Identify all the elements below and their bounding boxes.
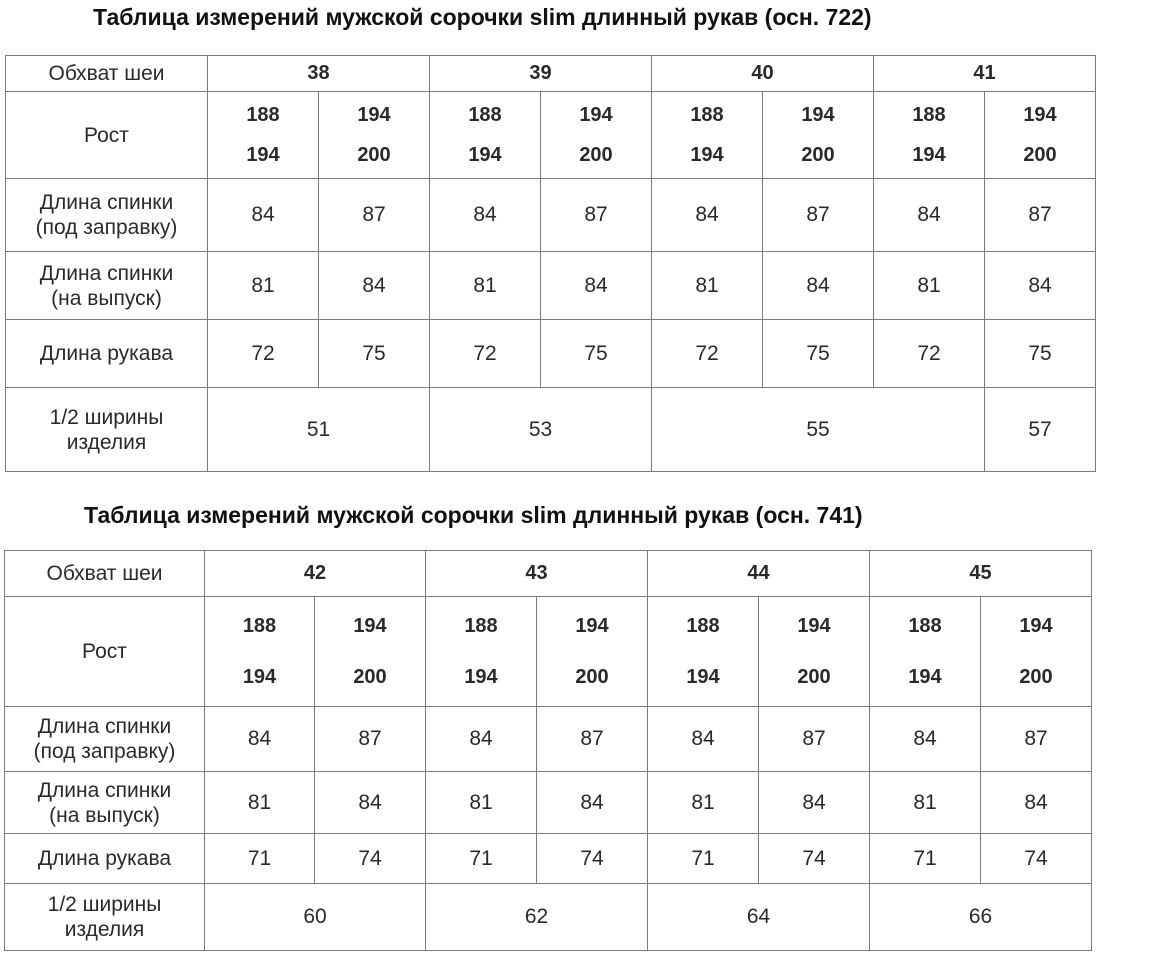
height-range [426,597,537,707]
sleeve-row [6,320,1096,388]
sleeve-label: Длина рукава [6,320,208,388]
back-tuck-value: 87 [981,707,1092,772]
sleeve-value: 72 [652,320,763,388]
back-tuck-value: 87 [763,179,874,252]
height-min: 188 [468,103,502,126]
back-tuck-value: 87 [541,179,652,252]
height-max: 194 [464,665,498,688]
half-width-value: 57 [985,388,1096,472]
sleeve-value: 75 [985,320,1096,388]
back-out-value: 84 [319,252,430,320]
half-width-value: 60 [205,884,426,951]
sleeve-value: 75 [541,320,652,388]
height-range [315,597,426,707]
sleeve-value: 71 [870,834,981,884]
height-max: 194 [912,143,946,166]
back-tuck-value: 87 [319,179,430,252]
height-min: 188 [912,103,946,126]
sleeve-value: 75 [319,320,430,388]
height-range [537,597,648,707]
back-out-value: 81 [426,772,537,834]
neck-size: 43 [426,551,648,597]
label-line: изделия [64,918,145,941]
height-min: 194 [1019,614,1053,637]
height-min: 188 [464,614,498,637]
height-min: 194 [353,614,387,637]
height-range [652,92,763,179]
back-tuck-value: 87 [537,707,648,772]
label-line: изделия [66,430,147,454]
back-out-value: 81 [430,252,541,320]
neck-row [6,56,1096,92]
half-width-value: 66 [870,884,1092,951]
size-table [5,55,1096,472]
height-row [5,597,1092,707]
height-range [648,597,759,707]
sleeve-value: 72 [430,320,541,388]
back-out-value: 84 [981,772,1092,834]
label-line: 1/2 ширины [49,405,164,429]
height-max: 194 [468,143,502,166]
height-min: 188 [690,103,724,126]
neck-size: 42 [205,551,426,597]
height-min: 194 [575,614,609,637]
height-max: 200 [1019,665,1053,688]
height-range [319,92,430,179]
label-line: (на выпуск) [49,803,160,827]
back-tuck-row [5,707,1092,772]
back-tuck-value: 84 [426,707,537,772]
neck-size: 45 [870,551,1092,597]
back-tuck-value: 84 [870,707,981,772]
height-min: 194 [1023,103,1057,126]
height-max: 200 [797,665,831,688]
neck-size: 39 [430,56,652,92]
back-out-row [6,252,1096,320]
half-width-value: 51 [208,388,430,472]
back-tuck-value: 87 [759,707,870,772]
back-tuck-label [5,707,205,772]
neck-label: Обхват шеи [5,551,205,597]
back-tuck-value: 84 [205,707,315,772]
table-title: Таблица измерений мужской сорочки slim длинный рукав (осн. 722) [93,4,872,30]
height-max: 194 [246,143,280,166]
label-line: Длина спинки [39,191,174,214]
back-tuck-value: 84 [648,707,759,772]
height-min: 194 [579,103,613,126]
label-line: Длина спинки [39,261,174,285]
half-width-row [6,388,1096,472]
back-out-label [5,772,205,834]
sleeve-value: 74 [759,834,870,884]
height-range [208,92,319,179]
height-max: 200 [801,143,835,166]
height-max: 194 [242,665,277,688]
label-line: Длина спинки [37,715,172,738]
height-range [205,597,315,707]
height-min: 194 [801,103,835,126]
height-max: 200 [357,143,391,166]
height-min: 188 [246,103,280,126]
label-line: Длина спинки [37,778,172,802]
neck-size: 44 [648,551,870,597]
height-row [6,92,1096,179]
back-out-value: 81 [205,772,315,834]
sleeve-value: 75 [763,320,874,388]
back-out-value: 81 [874,252,985,320]
sleeve-value: 72 [874,320,985,388]
back-out-label [6,252,208,320]
height-range [874,92,985,179]
height-max: 194 [686,665,720,688]
half-width-label [6,388,208,472]
half-width-value: 64 [648,884,870,951]
height-max: 194 [690,143,724,166]
half-width-value: 53 [430,388,652,472]
back-tuck-value: 84 [208,179,319,252]
height-range [981,597,1092,707]
half-width-value: 62 [426,884,648,951]
height-range [759,597,870,707]
label-line: (под заправку) [33,740,176,763]
back-tuck-value: 84 [874,179,985,252]
height-max: 200 [579,143,613,166]
back-out-value: 81 [648,772,759,834]
height-label: Рост [5,597,205,707]
height-range [985,92,1096,179]
neck-size: 38 [208,56,430,92]
size-table [4,550,1092,951]
sleeve-value: 71 [648,834,759,884]
sleeve-label: Длина рукава [5,834,205,884]
sleeve-row [5,834,1092,884]
back-tuck-value: 84 [652,179,763,252]
label-line: (на выпуск) [51,286,162,310]
back-out-value: 84 [985,252,1096,320]
sleeve-value: 72 [208,320,319,388]
sleeve-value: 74 [981,834,1092,884]
half-width-row [5,884,1092,951]
height-range [541,92,652,179]
back-out-row [5,772,1092,834]
height-min: 194 [797,614,831,637]
height-range [763,92,874,179]
height-min: 188 [908,614,942,637]
sleeve-value: 74 [315,834,426,884]
back-out-value: 84 [763,252,874,320]
back-out-value: 81 [870,772,981,834]
label-line: (под заправку) [35,216,178,239]
back-out-value: 84 [759,772,870,834]
table-title: Таблица измерений мужской сорочки slim длинный рукав (осн. 741) [84,502,863,528]
back-out-value: 84 [541,252,652,320]
height-min: 188 [686,614,720,637]
sleeve-value: 74 [537,834,648,884]
back-tuck-label [6,179,208,252]
sleeve-value: 71 [426,834,537,884]
height-max: 194 [908,665,942,688]
back-out-value: 81 [652,252,763,320]
height-max: 200 [575,665,609,688]
back-tuck-value: 84 [430,179,541,252]
half-width-label [5,884,205,951]
neck-size: 41 [874,56,1096,92]
neck-label: Обхват шеи [6,56,208,92]
back-out-value: 81 [208,252,319,320]
height-label: Рост [6,92,208,179]
back-tuck-value: 87 [985,179,1096,252]
label-line: 1/2 ширины [47,893,162,916]
back-out-value: 84 [315,772,426,834]
height-range [870,597,981,707]
height-max: 200 [353,665,387,688]
sleeve-value: 71 [205,834,315,884]
neck-row [5,551,1092,597]
half-width-value: 55 [652,388,985,472]
height-min: 194 [357,103,391,126]
height-min: 188 [242,614,277,637]
height-range [430,92,541,179]
neck-size: 40 [652,56,874,92]
back-tuck-row [6,179,1096,252]
back-out-value: 84 [537,772,648,834]
height-max: 200 [1023,143,1057,166]
back-tuck-value: 87 [315,707,426,772]
